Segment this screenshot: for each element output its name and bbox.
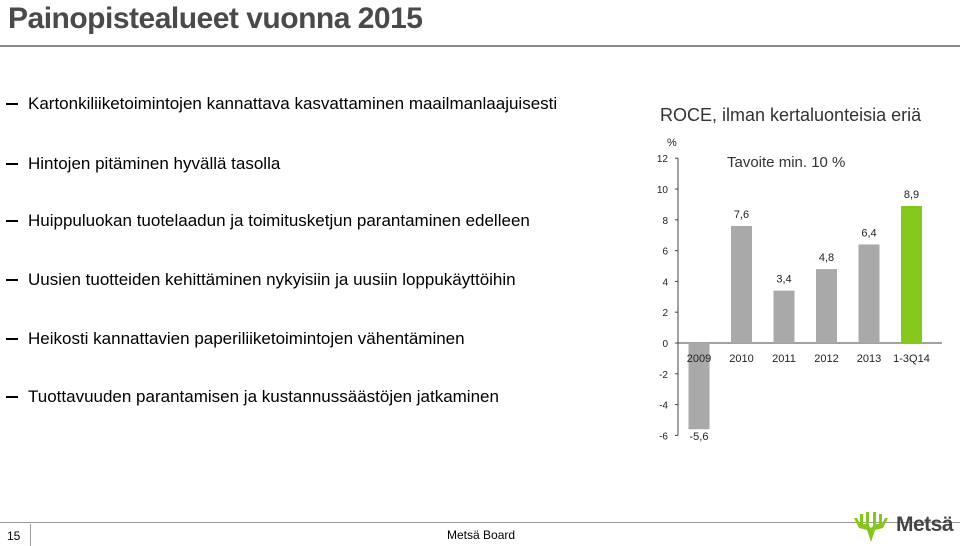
footer-divider xyxy=(0,522,960,523)
y-tick-label: 8 xyxy=(662,215,668,227)
footer-separator xyxy=(30,524,31,546)
y-tick-label: 2 xyxy=(662,308,668,320)
bullet-text: Uusien tuotteiden kehittäminen nykyisiin ja uusiin loppukäyttöihin xyxy=(28,270,516,289)
value-label: 7,6 xyxy=(733,208,750,221)
chart-labels xyxy=(687,189,930,443)
y-tick-label: 12 xyxy=(656,154,668,166)
value-label: -5,6 xyxy=(689,431,709,444)
bar-2013 xyxy=(859,244,880,343)
y-tick-label: -2 xyxy=(659,369,668,381)
bar-2012 xyxy=(816,269,837,343)
y-axis-label: % xyxy=(667,137,677,149)
chart-title: ROCE, ilman kertaluonteisia eriä xyxy=(660,105,922,125)
y-tick-label: -6 xyxy=(659,431,668,443)
value-label: 4,8 xyxy=(818,252,835,265)
y-tick-label: 6 xyxy=(662,246,668,258)
bullet-text: Hintojen pitäminen hyvällä tasolla xyxy=(28,154,281,173)
target-annotation: Tavoite min. 10 % xyxy=(727,154,846,171)
bullet-text: Tuottavuuden parantamisen ja kustannussäästöjen jatkaminen xyxy=(28,387,499,406)
bullet-text: Huippuluokan tuotelaadun ja toimitusketjun parantaminen edelleen xyxy=(28,211,530,230)
category-label: 1-3Q14 xyxy=(893,353,930,365)
value-label: 6,4 xyxy=(861,227,877,240)
bar-1-3Q14 xyxy=(901,206,922,343)
slide-title: Painopistealueet vuonna 2015 xyxy=(8,2,423,35)
category-label: 2010 xyxy=(729,353,754,365)
category-label: 2011 xyxy=(772,353,796,365)
moose-antler-icon xyxy=(850,506,892,544)
logo-text: Metsä xyxy=(896,513,954,536)
value-label: 8,9 xyxy=(903,188,920,201)
company-logo xyxy=(850,505,960,545)
footer-company: Metsä Board xyxy=(447,528,516,542)
page-number: 15 xyxy=(7,529,21,543)
y-tick-label: 10 xyxy=(656,185,668,196)
value-label: 3,4 xyxy=(776,273,792,286)
bullet-text: Heikosti kannattavien paperiliiketoimintojen vähentäminen xyxy=(28,329,465,348)
category-label: 2012 xyxy=(814,353,839,365)
bar-2010 xyxy=(731,226,752,343)
chart-bars xyxy=(686,206,923,429)
y-tick-label: 0 xyxy=(662,339,668,350)
y-tick-label: 4 xyxy=(662,277,668,289)
bullet-text: Kartonkiliiketoimintojen kannattava kasvattaminen maailmanlaajuisesti xyxy=(28,94,558,113)
bar-2011 xyxy=(774,291,795,343)
category-label: 2013 xyxy=(856,353,882,365)
category-label: 2009 xyxy=(686,353,712,365)
y-tick-label: -4 xyxy=(659,400,668,412)
